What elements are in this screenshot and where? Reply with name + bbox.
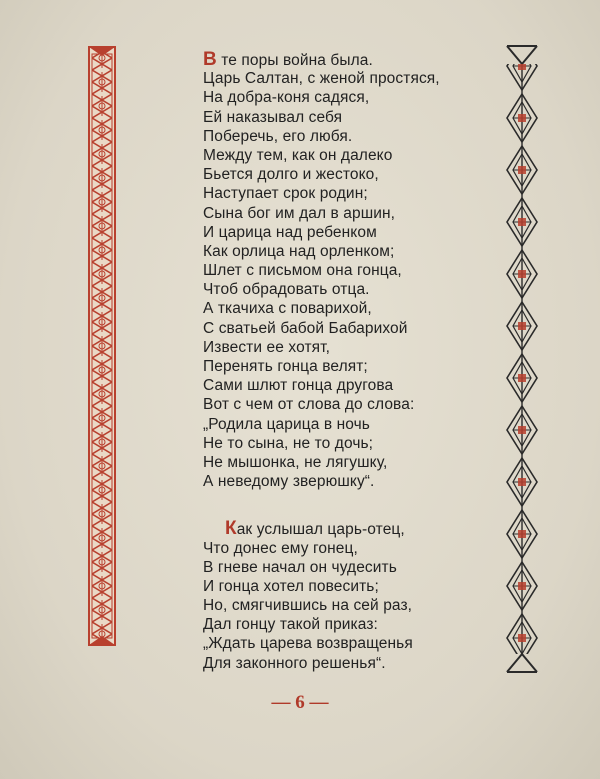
poem-line: В гневе начал он чудесить: [203, 558, 397, 576]
poem-line: Шлет с письмом она гонца,: [203, 262, 402, 280]
poem-line: Сына бог им дал в аршин,: [203, 204, 396, 222]
poem-line: Как орлица над орленком;: [203, 242, 395, 260]
page-number: — 6 —: [271, 692, 329, 713]
poem-line: Перенять гонца велят;: [203, 358, 368, 375]
poem-text: [203, 50, 503, 673]
poem-line: Что донес ему гонец,: [203, 539, 358, 557]
poem-line: А неведому зверюшку“.: [203, 473, 375, 491]
poem-line: Дал гонцу такой приказ:: [203, 616, 378, 634]
poem-line: Поберечь, его любя.: [203, 127, 353, 145]
poem-line: Вот с чем от слова до слова:: [203, 396, 415, 414]
poem-line: „Ждать царева возвращенья: [203, 635, 413, 653]
left-ornamental-border: [88, 46, 116, 646]
poem-line: Чтоб обрадовать отца.: [203, 281, 370, 299]
poem-line: Извести ее хотят,: [203, 338, 331, 356]
poem-line: Наступает срок родин;: [203, 185, 368, 203]
poem-line: В те поры война была.: [203, 49, 373, 70]
drop-capital: К: [225, 518, 237, 540]
poem-line: Не то сына, не то дочь;: [203, 434, 374, 452]
poem-line: С сватьей бабой Бабарихой: [203, 319, 408, 337]
poem-line: Как услышал царь-отец,: [225, 518, 405, 540]
poem-line: И царица над ребенком: [203, 223, 377, 241]
poem-line: Ей наказывал себя: [203, 108, 343, 126]
poem-line: А ткачиха с поварихой,: [203, 300, 372, 318]
stanza-2: [203, 539, 503, 673]
poem-line: „Родила царица в ночь: [203, 415, 370, 433]
poem-line: Сами шлют гонца другова: [203, 377, 394, 395]
poem-line: Но, смягчившись на сей раз,: [203, 597, 413, 615]
poem-line: Для законного решенья“.: [203, 654, 386, 672]
poem-line: И гонца хотел повесить;: [203, 577, 379, 595]
poem-line: На добра-коня садяся,: [203, 89, 370, 107]
poem-line: Между тем, как он далеко: [203, 146, 393, 164]
poem-line: Царь Салтан, с женой простяся,: [203, 70, 440, 88]
poem-line: Бьется долго и жестоко,: [203, 166, 379, 184]
stanza-1: [203, 69, 503, 491]
drop-capital: В: [203, 49, 217, 70]
poem-line: Не мышонка, не лягушку,: [203, 453, 388, 471]
right-ornamental-border: [503, 40, 541, 678]
